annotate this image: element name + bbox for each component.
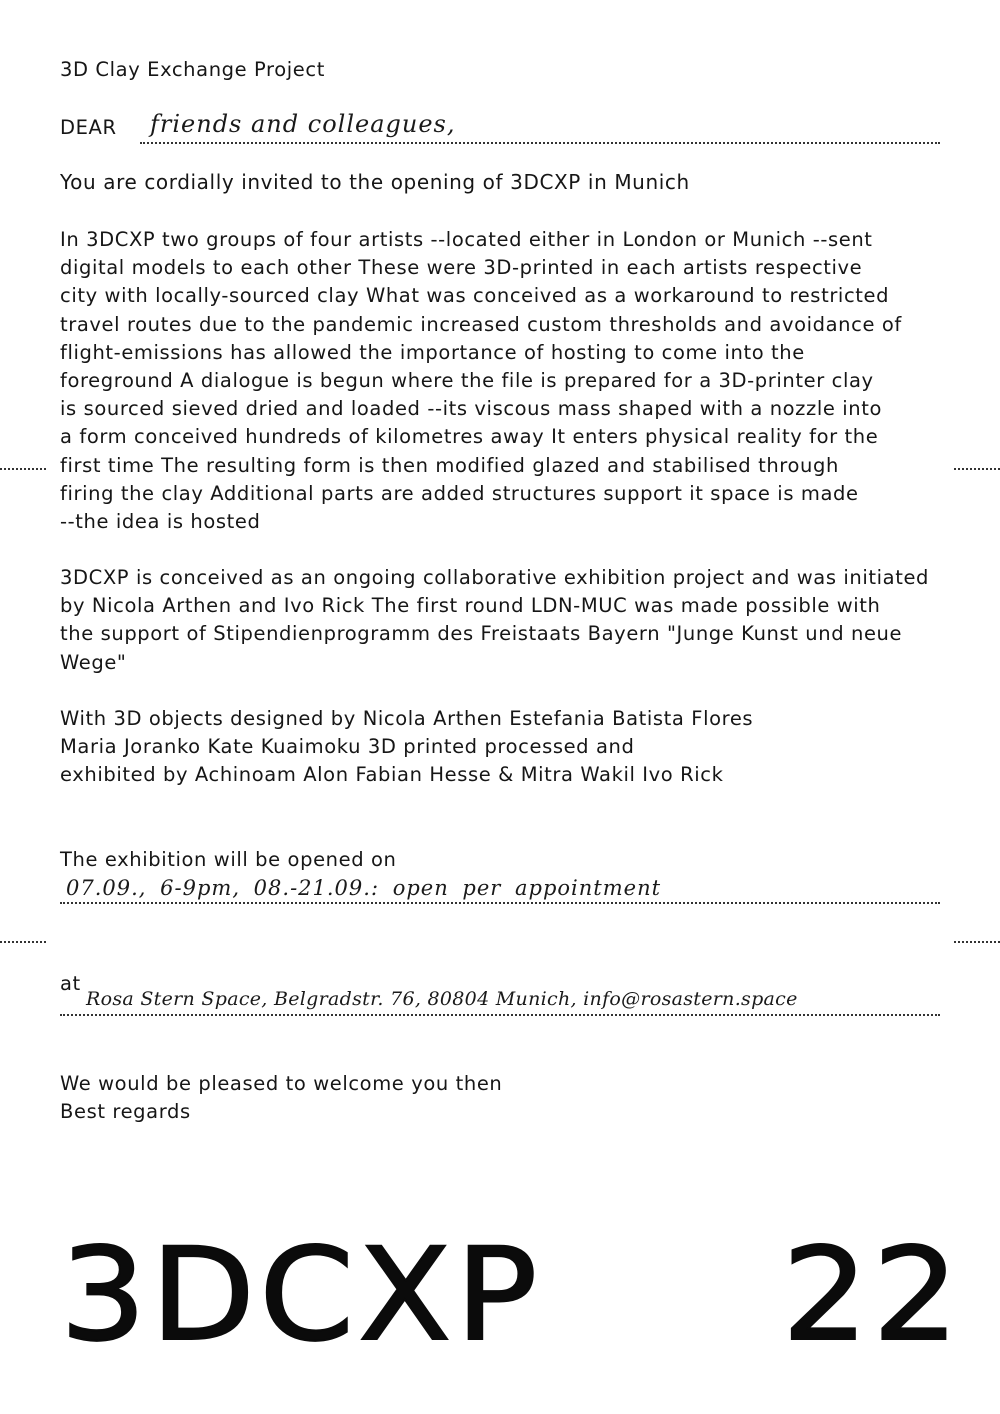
fold-mark-left-lower	[0, 941, 46, 943]
salutation-dotted-line	[140, 142, 940, 144]
logo-3dcxp: 3DCXP	[60, 1221, 542, 1370]
closing-line-1: We would be pleased to welcome you then	[60, 1072, 503, 1095]
fold-mark-right-lower	[954, 941, 1000, 943]
invitation-line: You are cordially invited to the opening of 3DCXP in Munich	[60, 170, 690, 194]
opening-label: The exhibition will be opened on	[60, 848, 397, 871]
venue-address: Rosa Stern Space, Belgradstr. 76, 80804 Munich, info@rosastern.space	[86, 988, 798, 1010]
body-paragraph-3: With 3D objects designed by Nicola Arthen Estefania Batista Flores Maria Joranko Kate Kuaimoku 3D printed processed and exhibited by Achinoam Alon Fabian Hesse & Mitra Wakil Ivo Rick	[60, 707, 754, 787]
fold-mark-left-upper	[0, 468, 46, 470]
year-number: 22	[782, 1221, 964, 1370]
venue-dotted-line	[60, 1014, 940, 1016]
body-paragraph-2: 3DCXP is conceived as an ongoing collaborative exhibition project and was initiated by Nicola Arthen and Ivo Rick The first round LDN-MUC was made possible with the support of Stipendienprogramm des Freistaats Bayern "Junge Kunst und neue Wege"	[60, 566, 930, 674]
project-title: 3D Clay Exchange Project	[60, 58, 325, 81]
fold-mark-right-upper	[954, 468, 1000, 470]
venue-label: at	[60, 972, 81, 995]
opening-dotted-line	[60, 902, 940, 904]
salutation-prefix: DEAR	[60, 116, 117, 139]
salutation-recipient: friends and colleagues,	[150, 110, 456, 138]
opening-dates: 07.09., 6-9pm, 08.-21.09.: open per appointment	[66, 876, 662, 900]
closing-line-2: Best regards	[60, 1100, 191, 1123]
body-paragraph-1: In 3DCXP two groups of four artists --located either in London or Munich --sent digital models to each other These were 3D-printed in each artists respective city with locally-sourced clay What was conceived as a workaround to restricted travel routes due to the pandemic increased custom thresholds and avoidance of flight-emissions has allowed the importance of hosting to come into the foreground A dialogue is begun where the file is prepared for a 3D-printer clay is sourced sieved dried and loaded --its viscous mass shaped with a nozzle into a form conceived hundreds of kilometres away It enters physical reality for the first time The resulting form is then modified glazed and stabilised through firing the clay Additional parts are added structures support it space is made --the idea is hosted	[60, 228, 902, 534]
